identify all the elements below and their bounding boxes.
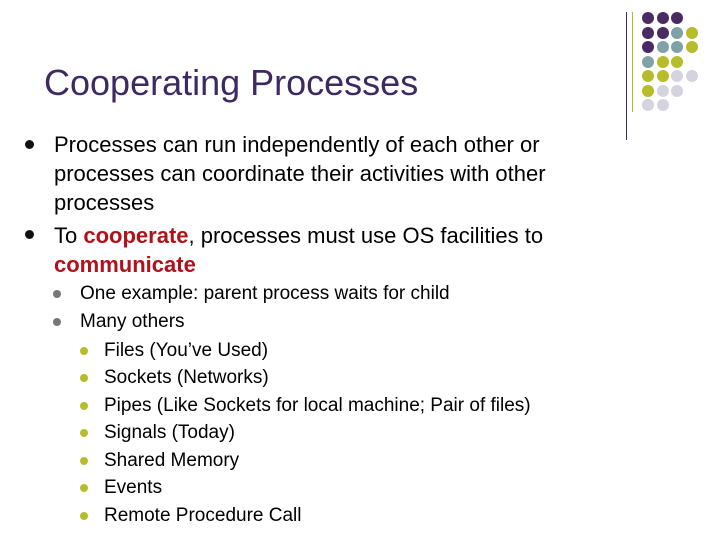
decorative-dot: [671, 41, 683, 53]
decorative-dot: [671, 27, 683, 39]
decorative-dot: [642, 56, 654, 68]
bullet-2-marker: [25, 230, 34, 239]
decorative-dot: [686, 41, 698, 53]
subsubbullet-4-marker: [80, 429, 88, 437]
decorative-dot: [657, 41, 669, 53]
subbullet-2-marker: [53, 318, 61, 326]
decorative-dot: [657, 12, 669, 24]
subsubbullet-1-marker: [80, 347, 88, 355]
subsubbullet-6: Events: [104, 477, 163, 498]
subbullet-1-marker: [53, 290, 61, 298]
subsubbullet-5: Shared Memory: [104, 450, 240, 471]
decorative-dot: [657, 70, 669, 82]
bullet-1-marker: [25, 140, 34, 149]
subsubbullet-5-marker: [80, 457, 88, 465]
decorative-vertical-line-2: [632, 12, 633, 112]
subsubbullet-2-marker: [80, 374, 88, 382]
bullet-2-highlight-cooperate: cooperate: [83, 223, 189, 248]
subbullet-1: One example: parent process waits for child: [80, 283, 450, 304]
bullet-2-middle: , processes must use OS facilities to: [188, 223, 544, 248]
decorative-dot: [642, 99, 654, 111]
bullet-2-line-1: [54, 221, 543, 250]
subsubbullet-3: Pipes (Like Sockets for local machine; Pair of files): [104, 395, 531, 416]
subsubbullet-1: Files (You’ve Used): [104, 340, 269, 361]
subsubbullet-6-marker: [80, 484, 88, 492]
bullet-2-highlight-communicate: communicate: [54, 252, 196, 277]
decorative-dot: [671, 85, 683, 97]
subsubbullet-7: Remote Procedure Call: [104, 505, 302, 526]
bullet-1-line-3: processes: [54, 190, 155, 215]
decorative-dot: [657, 99, 669, 111]
decorative-dot: [642, 85, 654, 97]
bullet-2-prefix: To: [54, 223, 84, 248]
decorative-dot: [657, 27, 669, 39]
decorative-dot: [686, 70, 698, 82]
bullet-1-line-2: processes can coordinate their activities with other: [54, 161, 546, 186]
subsubbullet-3-marker: [80, 402, 88, 410]
decorative-vertical-line-1: [626, 12, 627, 140]
decorative-dot: [642, 27, 654, 39]
bullet-1-line-1: Processes can run independently of each other or: [54, 132, 540, 157]
decorative-dot: [642, 70, 654, 82]
decorative-dot: [657, 56, 669, 68]
decorative-dot: [642, 41, 654, 53]
decorative-dot: [686, 27, 698, 39]
subsubbullet-2: Sockets (Networks): [104, 367, 269, 388]
decorative-dot: [671, 12, 683, 24]
decorative-dot: [671, 70, 683, 82]
slide-title: Cooperating Processes: [44, 62, 419, 103]
subsubbullet-7-marker: [80, 512, 88, 520]
decorative-dot: [642, 12, 654, 24]
subbullet-2: Many others: [80, 311, 185, 332]
decorative-dot-grid: [640, 12, 720, 116]
decorative-dot: [657, 85, 669, 97]
subsubbullet-4: Signals (Today): [104, 422, 235, 443]
decorative-dot: [671, 56, 683, 68]
title-underline: [0, 112, 626, 113]
